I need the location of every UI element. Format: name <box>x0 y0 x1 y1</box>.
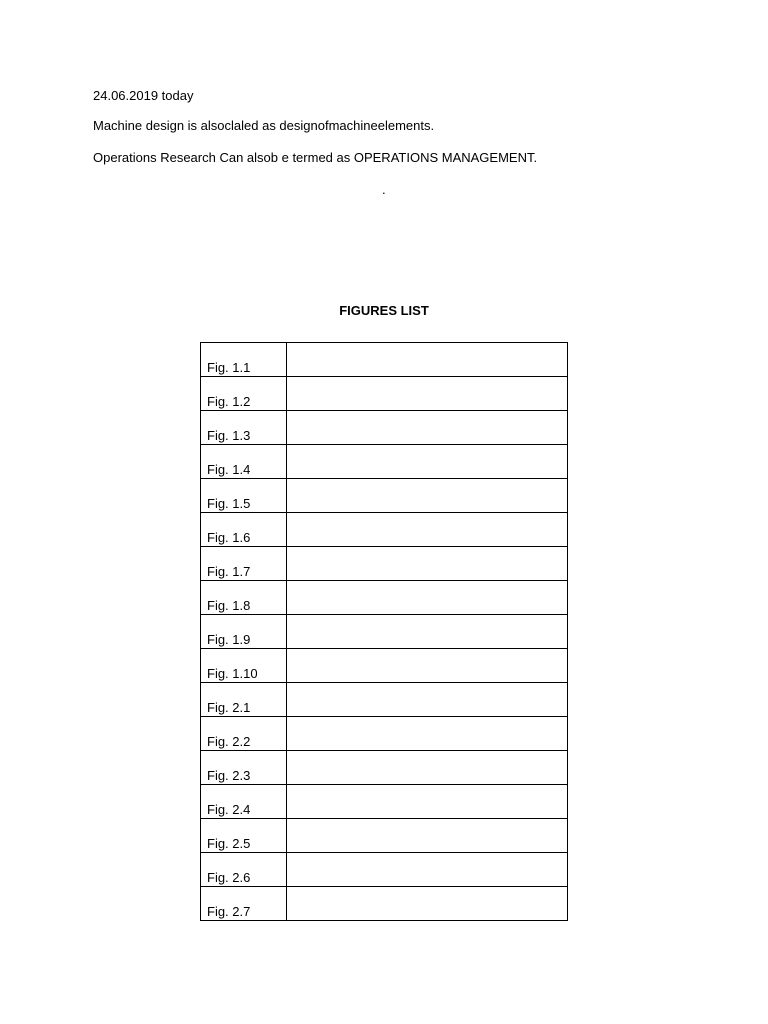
figure-description <box>287 751 568 785</box>
figure-label: Fig. 1.9 <box>201 615 287 649</box>
figure-row <box>201 649 568 683</box>
figure-row <box>201 683 568 717</box>
figure-row <box>201 513 568 547</box>
figure-description <box>287 547 568 581</box>
figure-row <box>201 479 568 513</box>
figure-row <box>201 853 568 887</box>
figure-description <box>287 683 568 717</box>
figure-description <box>287 853 568 887</box>
figure-row <box>201 445 568 479</box>
operations-research-line: Operations Research Can alsob e termed as OPERATIONS MANAGEMENT. <box>93 150 538 165</box>
figure-description <box>287 819 568 853</box>
figure-row <box>201 343 568 377</box>
machine-design-line: Machine design is alsoclaled as designofmachineelements. <box>93 118 435 133</box>
figure-row <box>201 819 568 853</box>
figure-label: Fig. 1.3 <box>201 411 287 445</box>
figure-label: Fig. 2.2 <box>201 717 287 751</box>
figure-description <box>287 513 568 547</box>
figure-label: Fig. 2.3 <box>201 751 287 785</box>
figure-label: Fig. 1.10 <box>201 649 287 683</box>
figures-table-body <box>201 343 568 921</box>
figure-description <box>287 343 568 377</box>
figure-label: Fig. 1.7 <box>201 547 287 581</box>
stray-dot: . <box>382 182 386 197</box>
figure-description <box>287 377 568 411</box>
figure-row <box>201 785 568 819</box>
figure-description <box>287 717 568 751</box>
figure-row <box>201 377 568 411</box>
figure-label: Fig. 1.5 <box>201 479 287 513</box>
figure-label: Fig. 1.1 <box>201 343 287 377</box>
figure-label: Fig. 1.2 <box>201 377 287 411</box>
figure-row <box>201 547 568 581</box>
figure-row <box>201 717 568 751</box>
figure-row <box>201 411 568 445</box>
figure-label: Fig. 2.1 <box>201 683 287 717</box>
figures-table <box>200 342 568 921</box>
figure-label: Fig. 2.4 <box>201 785 287 819</box>
figure-row <box>201 751 568 785</box>
figure-description <box>287 615 568 649</box>
figure-label: Fig. 2.7 <box>201 887 287 921</box>
date-line: 24.06.2019 today <box>93 88 194 103</box>
figure-row <box>201 581 568 615</box>
figure-description <box>287 445 568 479</box>
figure-description <box>287 785 568 819</box>
figure-description <box>287 479 568 513</box>
figure-row <box>201 887 568 921</box>
figure-description <box>287 649 568 683</box>
figure-label: Fig. 1.4 <box>201 445 287 479</box>
figure-label: Fig. 2.5 <box>201 819 287 853</box>
figures-list-title: FIGURES LIST <box>339 303 429 318</box>
figure-label: Fig. 1.8 <box>201 581 287 615</box>
figure-description <box>287 581 568 615</box>
figure-description <box>287 411 568 445</box>
figure-row <box>201 615 568 649</box>
figure-label: Fig. 2.6 <box>201 853 287 887</box>
figure-description <box>287 887 568 921</box>
figure-label: Fig. 1.6 <box>201 513 287 547</box>
